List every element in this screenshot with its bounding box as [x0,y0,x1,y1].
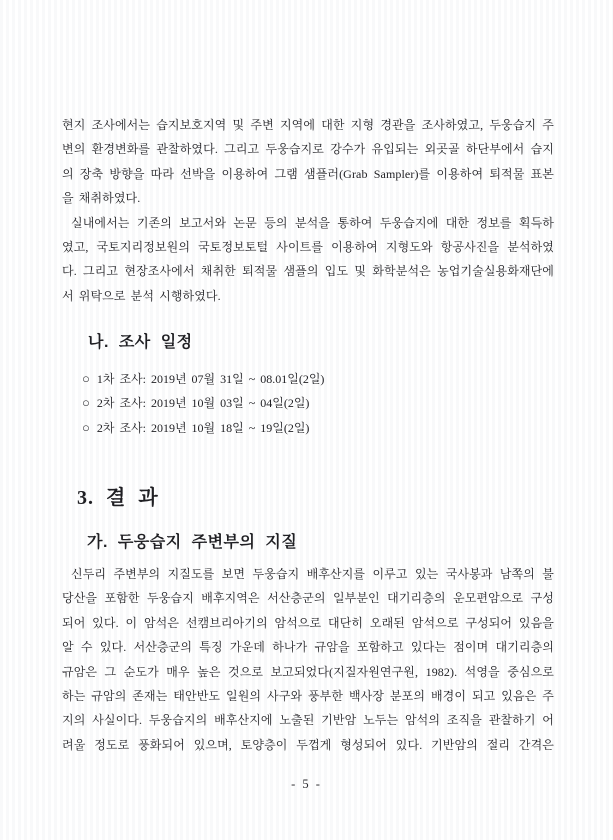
text-line: 하는 규암의 존재는 태안반도 일원의 사구와 풍부한 백사장 분포의 배경이 되고 있음은 주 [62,689,554,704]
schedule-list-item [82,367,324,391]
text-line: 알 수 있다. 서산층군의 특징 가운데 하나가 규암을 포함하고 있다는 점이며 대기리층의 [62,640,554,655]
text-line: 현지 조사에서는 습지보호지역 및 주변 지역에 대한 지형 경관을 조사하였고, 두웅습지 주 [62,118,554,132]
geology-paragraph [62,562,554,757]
text-line: 의 장축 방향을 따라 선박을 이용하여 그램 샘플러(Grab Sampler)를 이용하여 퇴적물 표본 [62,166,554,181]
intro-paragraph-1 [62,113,554,211]
schedule-list-item [82,416,324,440]
schedule-list [82,367,324,440]
text-line: 서 위탁으로 분석 시행하였다. [62,288,221,303]
section-heading-schedule: 나. 조사 일정 [88,334,193,351]
page-number: - 5 - [291,777,322,791]
schedule-item-text: 1차 조사: 2019년 07월 31일 ~ 08.01일(2일) [96,372,325,386]
geology-paragraphs [62,562,554,757]
text-line: 당산을 포함한 두웅습지 배후지역은 서산층군의 일부분인 대기리층의 운모편암으로 구성 [62,591,554,606]
circle-bullet-icon: ○ [82,371,90,386]
text-line: 신두리 주변부의 지질도를 보면 두웅습지 배후산지를 이루고 있는 국사봉과 남쪽의 불 [71,567,554,581]
schedule-list-item [82,391,324,415]
section-heading-results: 3. 결 과 [77,487,159,509]
text-line: 다. 그리고 현장조사에서 채취한 퇴적물 샘플의 입도 및 화학분석은 농업기술실용화재단에 [62,264,554,279]
text-line: 변의 환경변화를 관찰하였다. 그리고 두웅습지로 강수가 유입되는 외곳골 하단부에서 습지 [62,142,554,157]
text-line: 려울 정도로 풍화되어 있으며, 토양층이 두껍게 형성되어 있다. 기반암의 절리 간격은 [62,737,554,752]
intro-paragraphs [62,113,554,308]
circle-bullet-icon: ○ [82,395,90,411]
text-line: 규암은 그 순도가 매우 높은 것으로 보고되었다(지질자원연구원, 1982). 석영을 중심으로 [62,664,554,679]
text-line: 실내에서는 기존의 보고서와 논문 등의 분석을 통하여 두웅습지에 대한 정보를 획득하 [71,215,554,230]
text-line: 지의 사실이다. 두웅습지의 배후산지에 노출된 기반암 노두는 암석의 조직을 관찰하기 어 [62,713,554,728]
intro-paragraph-2 [62,211,554,309]
circle-bullet-icon: ○ [82,419,90,435]
text-line: 였고, 국토지리정보원의 국토정보토털 사이트를 이용하여 지형도와 항공사진을 분석하였 [62,240,554,255]
schedule-item-text: 2차 조사: 2019년 10월 03일 ~ 04일(2일) [96,396,310,411]
text-line: 되어 있다. 이 암석은 선캠브리아기의 암석으로 대단히 오래된 암석으로 구성되어 있음을 [62,615,554,630]
text-line: 을 채취하였다. [62,191,141,206]
schedule-item-text: 2차 조사: 2019년 10월 18일 ~ 19일(2일) [96,420,310,435]
subsection-heading-geology: 가. 두웅습지 주변부의 지질 [87,534,298,551]
